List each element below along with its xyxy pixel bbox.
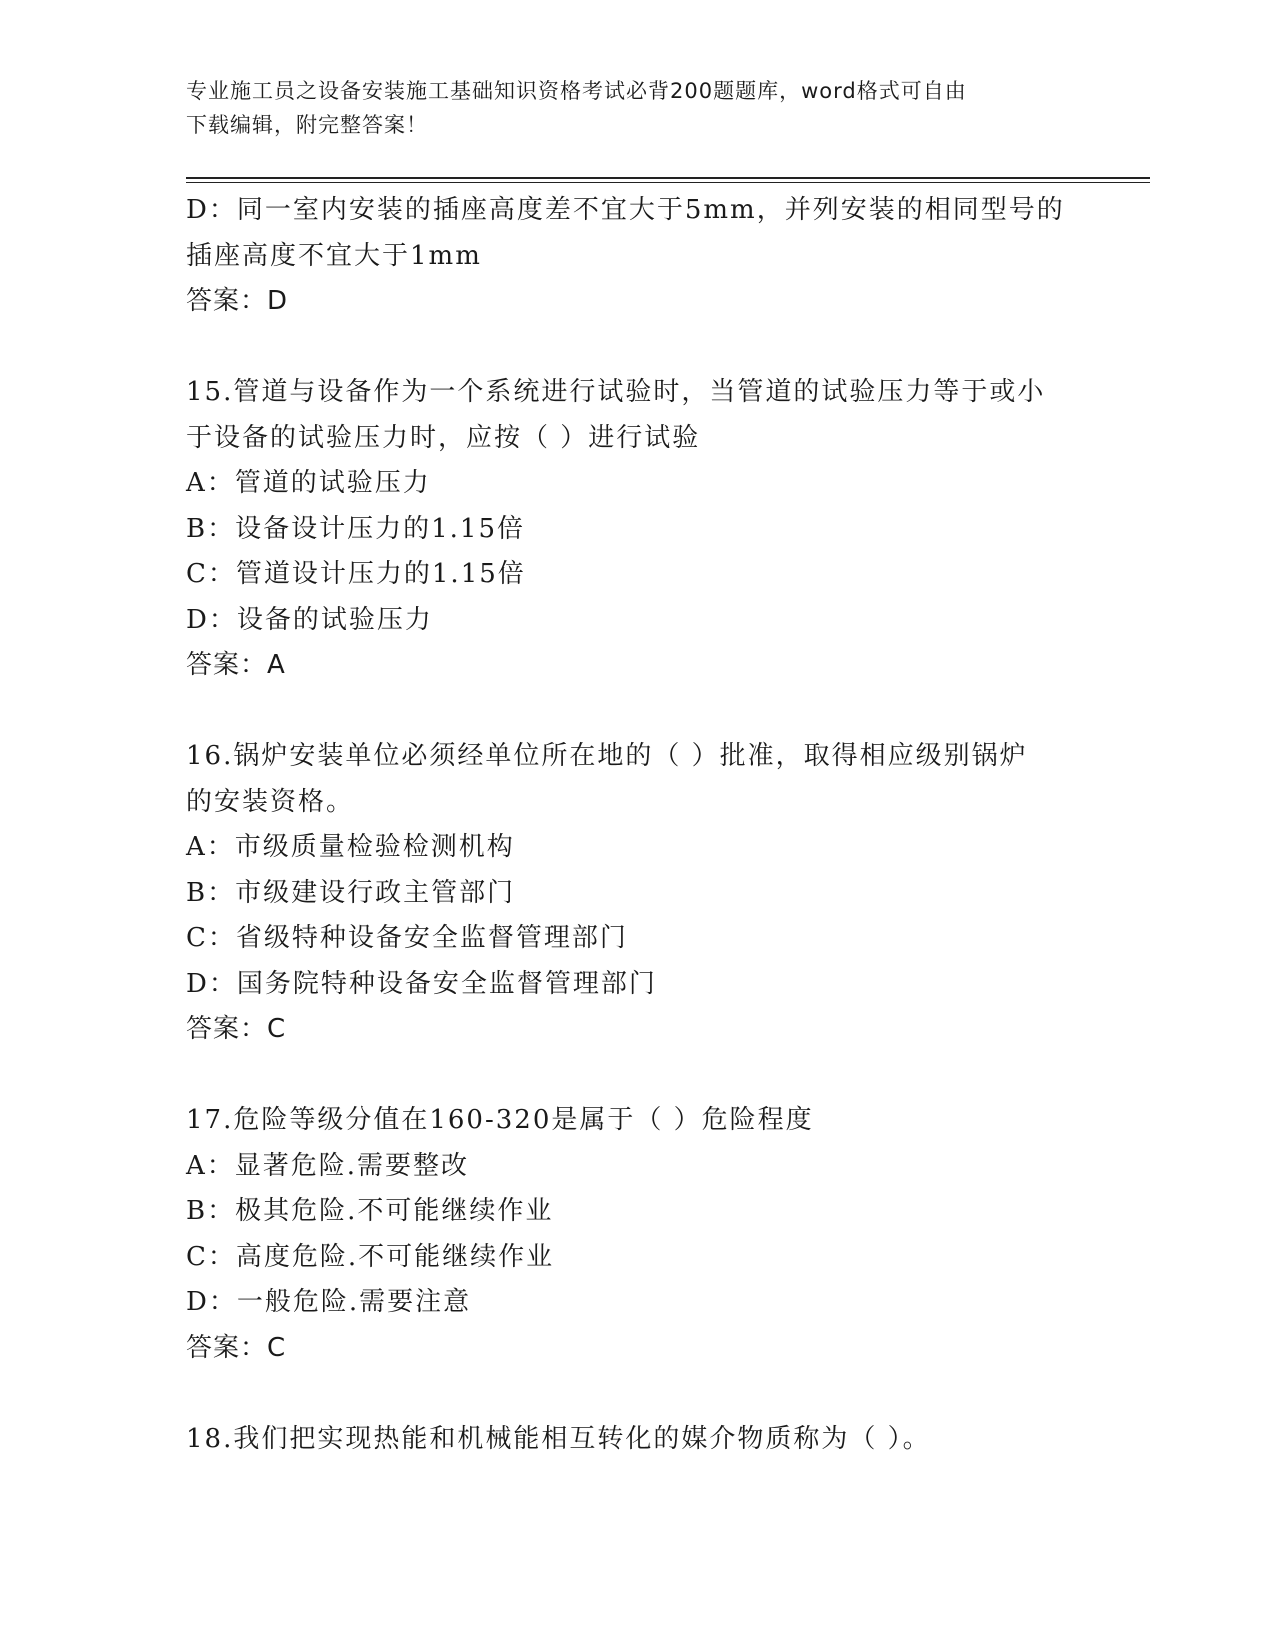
header-line-2: 下载编辑，附完整答案！ — [186, 113, 428, 137]
previous-question-tail — [186, 188, 1066, 325]
question-stem: 18.我们把实现热能和机械能相互转化的媒介物质称为（ ）。 — [186, 1423, 931, 1454]
header-divider-thin — [186, 182, 1150, 183]
option-d-continued: 插座高度不宜大于1mm — [186, 240, 482, 271]
answer-line: 答案：A — [186, 650, 286, 680]
option-b: B：极其危险.不可能继续作业 — [186, 1196, 554, 1226]
question-17 — [186, 1098, 1066, 1371]
question-18 — [186, 1417, 1066, 1463]
option-d: D：同一室内安装的插座高度差不宜大于5mm，并列安装的相同型号的 — [186, 195, 1065, 225]
question-stem-continued: 的安装资格。 — [186, 786, 355, 817]
question-15 — [186, 370, 1066, 689]
option-d: D：国务院特种设备安全监督管理部门 — [186, 968, 657, 999]
option-a: A：市级质量检验检测机构 — [186, 832, 515, 862]
option-c: C：省级特种设备安全监督管理部门 — [186, 923, 628, 953]
page-header — [186, 74, 1066, 142]
question-content — [186, 188, 1066, 1462]
option-a: A：显著危险.需要整改 — [186, 1150, 470, 1181]
option-c: C：管道设计压力的1.15倍 — [186, 559, 526, 589]
answer-line: 答案：C — [186, 1014, 287, 1044]
option-d: D：一般危险.需要注意 — [186, 1287, 472, 1317]
option-d: D：设备的试验压力 — [186, 604, 433, 635]
header-line-1: 专业施工员之设备安装施工基础知识资格考试必背200题题库，word格式可自由 — [186, 79, 967, 103]
option-a: A：管道的试验压力 — [186, 468, 431, 498]
header-divider-thick — [186, 177, 1150, 179]
question-stem: 15.管道与设备作为一个系统进行试验时，当管道的试验压力等于或小 — [186, 377, 1046, 407]
answer-line: 答案：C — [186, 1332, 287, 1363]
question-16 — [186, 734, 1066, 1053]
question-stem-continued: 于设备的试验压力时，应按（ ）进行试验 — [186, 422, 701, 453]
option-b: B：市级建设行政主管部门 — [186, 877, 516, 908]
option-b: B：设备设计压力的1.15倍 — [186, 513, 525, 544]
option-c: C：高度危险.不可能继续作业 — [186, 1241, 555, 1272]
question-stem: 16.锅炉安装单位必须经单位所在地的（ ）批准，取得相应级别锅炉 — [186, 741, 1028, 771]
question-stem: 17.危险等级分值在160-320是属于（ ）危险程度 — [186, 1105, 814, 1135]
answer-line: 答案：D — [186, 286, 289, 316]
